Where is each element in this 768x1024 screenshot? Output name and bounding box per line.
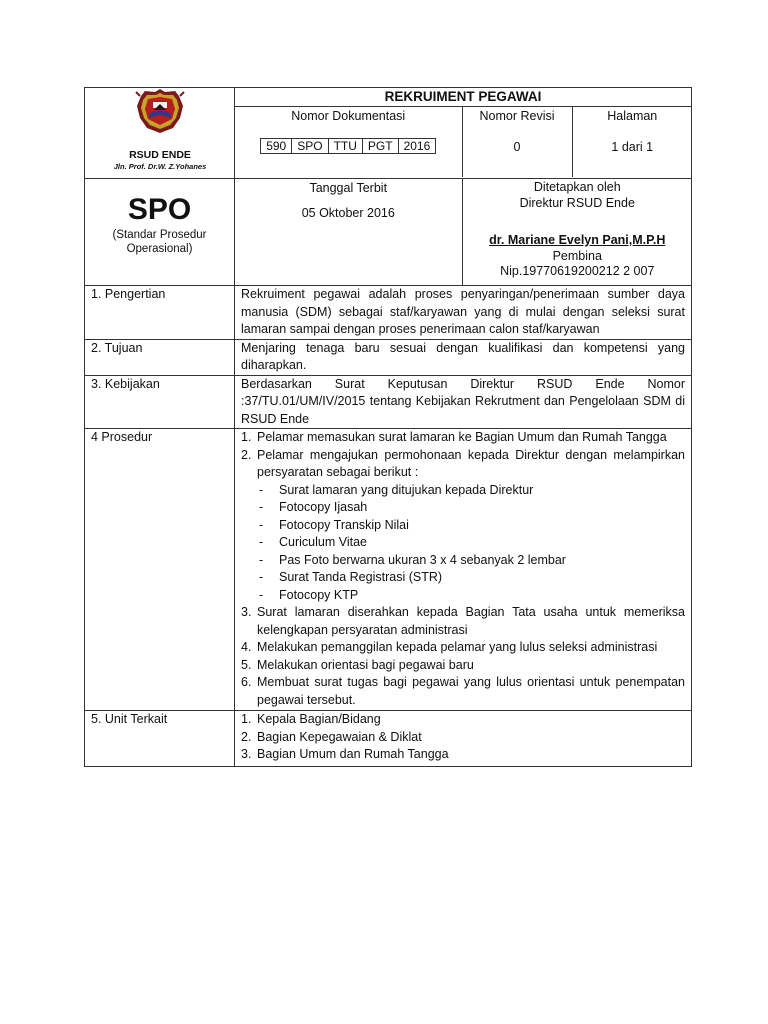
list-item: - Fotocopy KTP	[259, 587, 359, 602]
list-item: 5. Melakukan orientasi bagi pegawai baru	[241, 657, 474, 672]
nomor-label: Nomor Dokumentasi	[291, 109, 406, 123]
nomor-part: 590	[261, 138, 292, 153]
list-item: 3. Surat lamaran diserahkan kepada Bagian Tata usaha untuk memeriksa kelengkapan persyaratan administrasi	[241, 605, 685, 637]
pengertian-label: 1. Pengertian	[85, 286, 235, 340]
prosedur-steps	[241, 429, 685, 709]
tanggal-label: Tanggal Terbit	[309, 181, 388, 195]
list-item: 2. Bagian Kepegawaian & Diklat	[241, 729, 422, 744]
signer-nip: Nip.19770619200212 2 007	[500, 264, 655, 278]
unit-terkait-label: 5. Unit Terkait	[85, 711, 235, 767]
signer-name: dr. Mariane Evelyn Pani,M.P.H	[489, 233, 666, 247]
hospital-address: Jln. Prof. Dr.W. Z.Yohanes	[113, 162, 207, 171]
document-title: REKRUIMENT PEGAWAI	[235, 88, 691, 107]
unit-terkait-content	[235, 711, 692, 767]
nomor-part: PGT	[362, 138, 398, 153]
list-item: - Surat lamaran yang ditujukan kepada Direktur	[259, 482, 534, 497]
signer-rank: Pembina	[552, 248, 602, 263]
nomor-dokumentasi	[235, 107, 462, 177]
list-item: - Surat Tanda Registrasi (STR)	[259, 570, 443, 584]
halaman-label: Halaman	[607, 109, 658, 123]
tanggal-terbit	[235, 179, 462, 285]
tanggal-value: 05 Oktober 2016	[301, 205, 395, 220]
list-item: - Pas Foto berwarna ukuran 3 x 4 sebanyak 2 lembar	[259, 552, 566, 567]
spo-subtitle-1: (Standar Prosedur	[112, 229, 207, 241]
list-item: - Fotocopy Ijasah	[259, 500, 368, 514]
nomor-part: 2016	[398, 138, 436, 153]
list-item: 1. Kepala Bagian/Bidang	[241, 712, 381, 726]
pengertian-text: Rekruiment pegawai adalah proses penyaringan/penerimaan sumber daya manusia (SDM) sebagai staf/karyawan yang di mulai dengan seleksi surat lamaran sampai dengan proses penerimaan calon staf/karyawan	[235, 286, 692, 340]
ditetapkan-line-1: Ditetapkan oleh	[533, 180, 621, 194]
requirements-list	[259, 482, 685, 605]
spo-title: SPO	[127, 193, 192, 226]
kebijakan-text: Berdasarkan Surat Keputusan Direktur RSUD Ende Nomor :37/TU.01/UM/IV/2015 tentang Kebijakan Rekrutment dan Pengelolaan SDM di RSUD Ende	[235, 375, 692, 429]
tujuan-label: 2. Tujuan	[85, 339, 235, 375]
list-item: 2. Pelamar mengajukan permohonaan kepada Direktur dengan melampirkan persyaratan sebagai berikut : - Surat lamaran yang ditujukan kepada Direktur - Fotocopy Ijasah - Fotocopy Transkip Nilai - Curiculum Vitae - Pas Foto berwarna ukuran 3 x 4 sebanyak 2 lembar - Surat Tanda Registrasi (STR) - Fotocopy KTP	[241, 447, 685, 605]
nomor-part: SPO	[292, 138, 328, 153]
spo-subtitle-2: Operasional)	[126, 243, 193, 255]
revisi-value: 0	[513, 139, 521, 154]
spo-table	[84, 87, 692, 767]
prosedur-content	[235, 429, 692, 711]
halaman	[572, 107, 692, 177]
list-item: 3. Bagian Umum dan Rumah Tangga	[241, 747, 449, 761]
prosedur-label: 4 Prosedur	[85, 429, 235, 711]
list-item: 4. Melakukan pemanggilan kepada pelamar yang lulus seleksi administrasi	[241, 640, 658, 654]
ditetapkan	[462, 179, 692, 285]
tujuan-text: Menjaring tenaga baru sesuai dengan kualifikasi dan kompetensi yang diharapkan.	[235, 339, 692, 375]
list-item: - Curiculum Vitae	[259, 535, 368, 549]
kebijakan-label: 3. Kebijakan	[85, 375, 235, 429]
ditetapkan-line-2: Direktur RSUD Ende	[519, 195, 635, 210]
list-item: - Fotocopy Transkip Nilai	[259, 517, 409, 532]
unit-terkait-list	[241, 711, 685, 764]
hospital-identity	[85, 88, 235, 179]
nomor-boxes	[260, 138, 436, 154]
halaman-value: 1 dari 1	[611, 139, 654, 154]
list-item: 6. Membuat surat tugas bagi pegawai yang lulus orientasi untuk penempatan pegawai tersebut.	[241, 675, 685, 707]
revisi-label: Nomor Revisi	[479, 109, 555, 123]
hospital-name: RSUD ENDE	[129, 149, 191, 161]
nomor-part: TTU	[328, 138, 362, 153]
hospital-logo	[135, 88, 185, 134]
spo-document	[84, 87, 691, 767]
nomor-revisi	[462, 107, 572, 177]
list-item: 1. Pelamar memasukan surat lamaran ke Bagian Umum dan Rumah Tangga	[241, 430, 667, 444]
spo-heading	[85, 179, 235, 286]
